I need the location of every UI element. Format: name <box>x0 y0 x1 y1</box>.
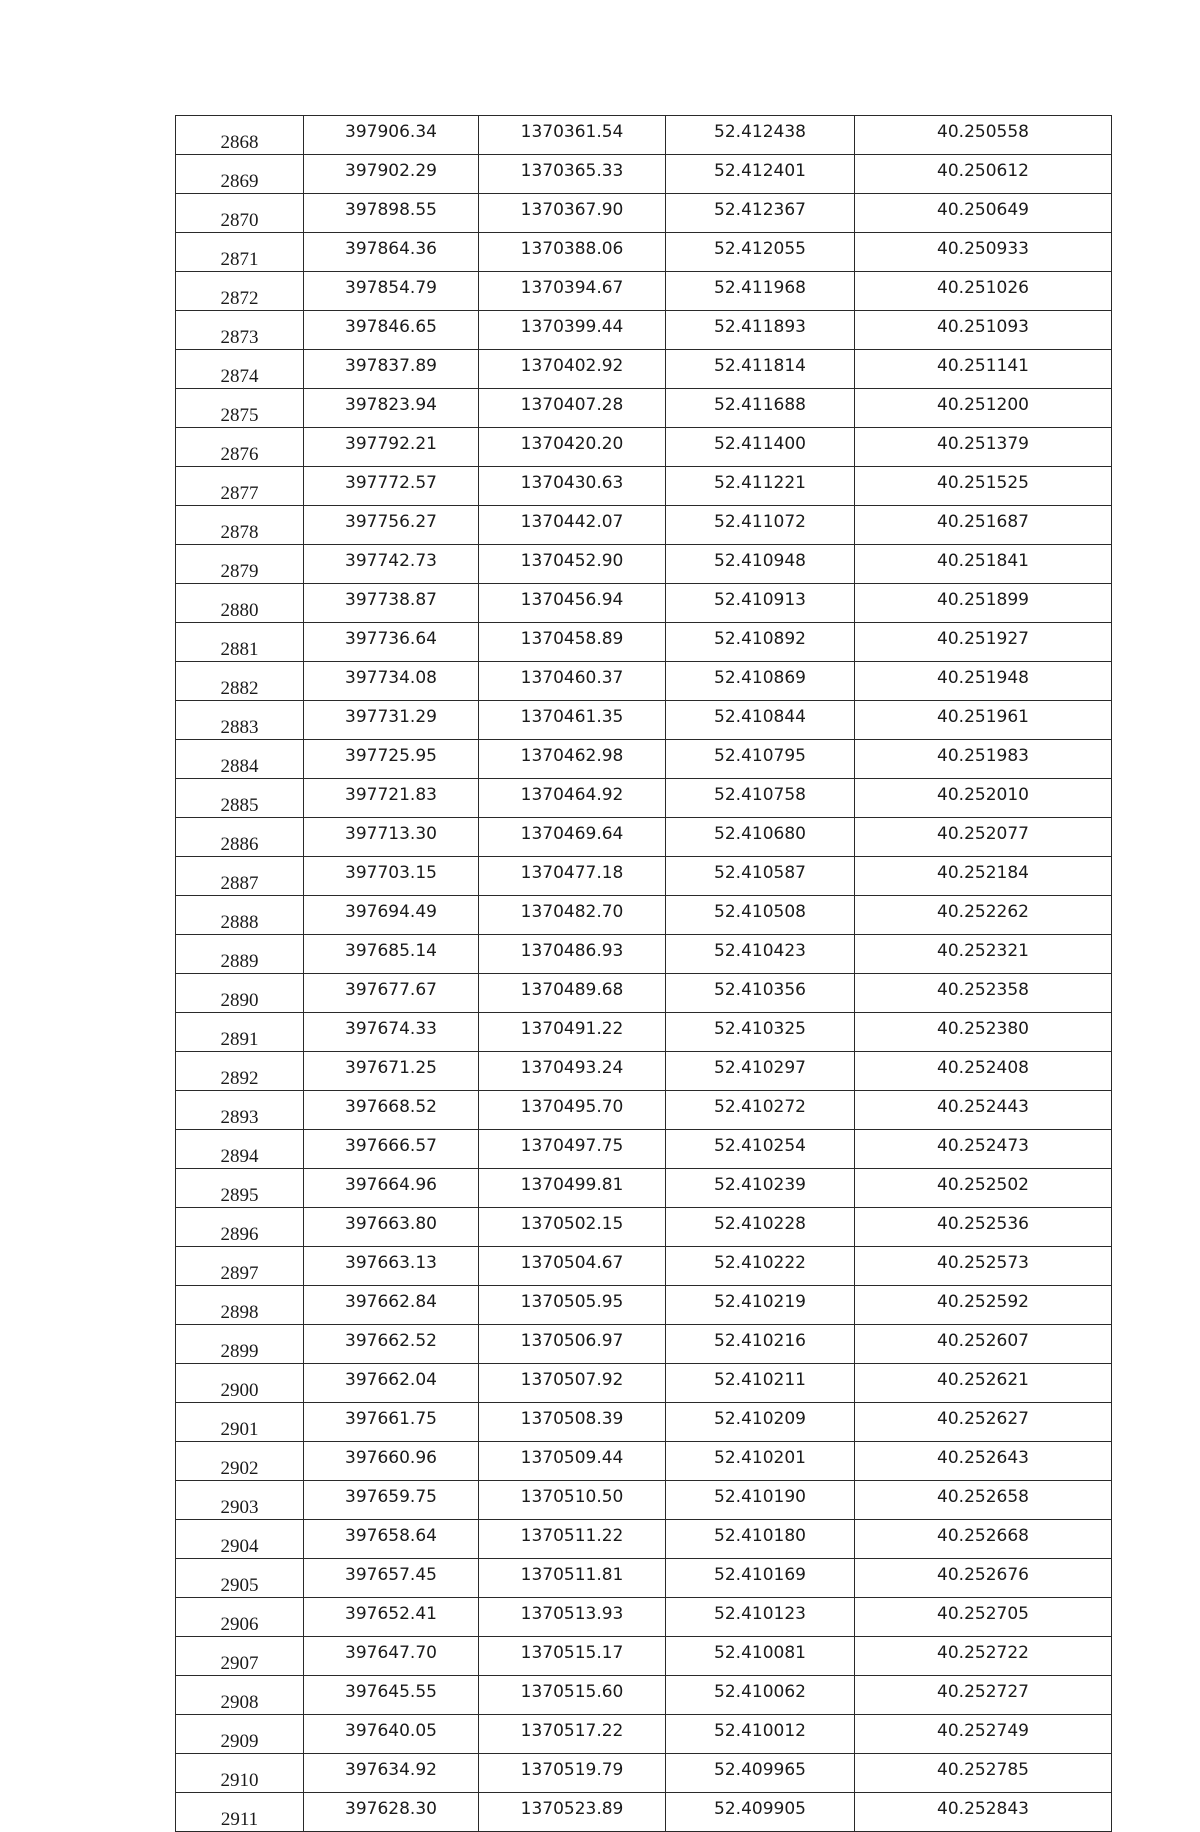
latitude-cell: 52.410201 <box>666 1442 855 1481</box>
latitude-cell: 52.412438 <box>666 116 855 155</box>
point-number-cell: 2884 <box>176 740 304 779</box>
longitude-cell: 40.251899 <box>855 584 1112 623</box>
y-coordinate-cell: 1370493.24 <box>479 1052 666 1091</box>
y-coordinate-cell: 1370491.22 <box>479 1013 666 1052</box>
x-coordinate-cell: 397734.08 <box>304 662 479 701</box>
y-coordinate-cell: 1370464.92 <box>479 779 666 818</box>
latitude-cell: 52.410680 <box>666 818 855 857</box>
x-coordinate-cell: 397738.87 <box>304 584 479 623</box>
point-number-cell: 2905 <box>176 1559 304 1598</box>
point-number-cell: 2869 <box>176 155 304 194</box>
y-coordinate-cell: 1370462.98 <box>479 740 666 779</box>
latitude-cell: 52.410508 <box>666 896 855 935</box>
point-number-cell: 2871 <box>176 233 304 272</box>
y-coordinate-cell: 1370430.63 <box>479 467 666 506</box>
longitude-cell: 40.252321 <box>855 935 1112 974</box>
x-coordinate-cell: 397658.64 <box>304 1520 479 1559</box>
coordinate-table-body <box>176 116 1112 1832</box>
latitude-cell: 52.410844 <box>666 701 855 740</box>
longitude-cell: 40.252184 <box>855 857 1112 896</box>
table-row <box>176 1520 1112 1559</box>
point-number-cell: 2883 <box>176 701 304 740</box>
point-number-cell: 2885 <box>176 779 304 818</box>
y-coordinate-cell: 1370402.92 <box>479 350 666 389</box>
latitude-cell: 52.410423 <box>666 935 855 974</box>
x-coordinate-cell: 397666.57 <box>304 1130 479 1169</box>
point-number-cell: 2887 <box>176 857 304 896</box>
x-coordinate-cell: 397663.80 <box>304 1208 479 1247</box>
y-coordinate-cell: 1370505.95 <box>479 1286 666 1325</box>
longitude-cell: 40.252473 <box>855 1130 1112 1169</box>
latitude-cell: 52.411814 <box>666 350 855 389</box>
point-number-cell: 2879 <box>176 545 304 584</box>
point-number-cell: 2875 <box>176 389 304 428</box>
longitude-cell: 40.252643 <box>855 1442 1112 1481</box>
point-number-cell: 2880 <box>176 584 304 623</box>
point-number-cell: 2902 <box>176 1442 304 1481</box>
table-row <box>176 623 1112 662</box>
table-row <box>176 1013 1112 1052</box>
y-coordinate-cell: 1370508.39 <box>479 1403 666 1442</box>
point-number-cell: 2900 <box>176 1364 304 1403</box>
x-coordinate-cell: 397898.55 <box>304 194 479 233</box>
x-coordinate-cell: 397742.73 <box>304 545 479 584</box>
y-coordinate-cell: 1370506.97 <box>479 1325 666 1364</box>
y-coordinate-cell: 1370499.81 <box>479 1169 666 1208</box>
x-coordinate-cell: 397647.70 <box>304 1637 479 1676</box>
y-coordinate-cell: 1370477.18 <box>479 857 666 896</box>
y-coordinate-cell: 1370452.90 <box>479 545 666 584</box>
longitude-cell: 40.252262 <box>855 896 1112 935</box>
table-row <box>176 701 1112 740</box>
point-number-cell: 2874 <box>176 350 304 389</box>
coordinate-table <box>175 115 1112 1832</box>
x-coordinate-cell: 397864.36 <box>304 233 479 272</box>
x-coordinate-cell: 397657.45 <box>304 1559 479 1598</box>
point-number-cell: 2868 <box>176 116 304 155</box>
table-row <box>176 1052 1112 1091</box>
latitude-cell: 52.410209 <box>666 1403 855 1442</box>
latitude-cell: 52.410228 <box>666 1208 855 1247</box>
latitude-cell: 52.410123 <box>666 1598 855 1637</box>
longitude-cell: 40.252536 <box>855 1208 1112 1247</box>
point-number-cell: 2892 <box>176 1052 304 1091</box>
table-row <box>176 350 1112 389</box>
point-number-cell: 2909 <box>176 1715 304 1754</box>
table-row <box>176 1754 1112 1793</box>
x-coordinate-cell: 397663.13 <box>304 1247 479 1286</box>
y-coordinate-cell: 1370461.35 <box>479 701 666 740</box>
latitude-cell: 52.411893 <box>666 311 855 350</box>
y-coordinate-cell: 1370456.94 <box>479 584 666 623</box>
longitude-cell: 40.252010 <box>855 779 1112 818</box>
table-row <box>176 506 1112 545</box>
x-coordinate-cell: 397725.95 <box>304 740 479 779</box>
table-row <box>176 155 1112 194</box>
longitude-cell: 40.250558 <box>855 116 1112 155</box>
point-number-cell: 2890 <box>176 974 304 1013</box>
y-coordinate-cell: 1370365.33 <box>479 155 666 194</box>
longitude-cell: 40.250933 <box>855 233 1112 272</box>
latitude-cell: 52.412367 <box>666 194 855 233</box>
point-number-cell: 2906 <box>176 1598 304 1637</box>
x-coordinate-cell: 397837.89 <box>304 350 479 389</box>
table-row <box>176 1598 1112 1637</box>
table-row <box>176 1208 1112 1247</box>
y-coordinate-cell: 1370502.15 <box>479 1208 666 1247</box>
table-row <box>176 896 1112 935</box>
point-number-cell: 2901 <box>176 1403 304 1442</box>
x-coordinate-cell: 397792.21 <box>304 428 479 467</box>
x-coordinate-cell: 397854.79 <box>304 272 479 311</box>
point-number-cell: 2911 <box>176 1793 304 1832</box>
table-row <box>176 584 1112 623</box>
latitude-cell: 52.410222 <box>666 1247 855 1286</box>
y-coordinate-cell: 1370511.81 <box>479 1559 666 1598</box>
y-coordinate-cell: 1370460.37 <box>479 662 666 701</box>
latitude-cell: 52.410211 <box>666 1364 855 1403</box>
latitude-cell: 52.410272 <box>666 1091 855 1130</box>
x-coordinate-cell: 397628.30 <box>304 1793 479 1832</box>
point-number-cell: 2910 <box>176 1754 304 1793</box>
y-coordinate-cell: 1370482.70 <box>479 896 666 935</box>
latitude-cell: 52.410297 <box>666 1052 855 1091</box>
latitude-cell: 52.410948 <box>666 545 855 584</box>
table-row <box>176 857 1112 896</box>
x-coordinate-cell: 397640.05 <box>304 1715 479 1754</box>
latitude-cell: 52.411221 <box>666 467 855 506</box>
x-coordinate-cell: 397823.94 <box>304 389 479 428</box>
x-coordinate-cell: 397731.29 <box>304 701 479 740</box>
latitude-cell: 52.410913 <box>666 584 855 623</box>
y-coordinate-cell: 1370497.75 <box>479 1130 666 1169</box>
longitude-cell: 40.251093 <box>855 311 1112 350</box>
longitude-cell: 40.252443 <box>855 1091 1112 1130</box>
y-coordinate-cell: 1370515.60 <box>479 1676 666 1715</box>
latitude-cell: 52.409965 <box>666 1754 855 1793</box>
latitude-cell: 52.410892 <box>666 623 855 662</box>
table-row <box>176 1676 1112 1715</box>
point-number-cell: 2893 <box>176 1091 304 1130</box>
latitude-cell: 52.410795 <box>666 740 855 779</box>
table-row <box>176 1715 1112 1754</box>
y-coordinate-cell: 1370523.89 <box>479 1793 666 1832</box>
latitude-cell: 52.410758 <box>666 779 855 818</box>
point-number-cell: 2903 <box>176 1481 304 1520</box>
longitude-cell: 40.252573 <box>855 1247 1112 1286</box>
point-number-cell: 2908 <box>176 1676 304 1715</box>
table-row <box>176 1793 1112 1832</box>
point-number-cell: 2888 <box>176 896 304 935</box>
latitude-cell: 52.410081 <box>666 1637 855 1676</box>
latitude-cell: 52.411400 <box>666 428 855 467</box>
longitude-cell: 40.252358 <box>855 974 1112 1013</box>
point-number-cell: 2891 <box>176 1013 304 1052</box>
table-row <box>176 1286 1112 1325</box>
latitude-cell: 52.412055 <box>666 233 855 272</box>
point-number-cell: 2889 <box>176 935 304 974</box>
point-number-cell: 2897 <box>176 1247 304 1286</box>
x-coordinate-cell: 397685.14 <box>304 935 479 974</box>
longitude-cell: 40.251948 <box>855 662 1112 701</box>
latitude-cell: 52.409905 <box>666 1793 855 1832</box>
x-coordinate-cell: 397645.55 <box>304 1676 479 1715</box>
y-coordinate-cell: 1370507.92 <box>479 1364 666 1403</box>
longitude-cell: 40.251841 <box>855 545 1112 584</box>
longitude-cell: 40.252658 <box>855 1481 1112 1520</box>
longitude-cell: 40.251961 <box>855 701 1112 740</box>
point-number-cell: 2894 <box>176 1130 304 1169</box>
x-coordinate-cell: 397756.27 <box>304 506 479 545</box>
point-number-cell: 2882 <box>176 662 304 701</box>
longitude-cell: 40.251687 <box>855 506 1112 545</box>
table-row <box>176 662 1112 701</box>
x-coordinate-cell: 397662.52 <box>304 1325 479 1364</box>
longitude-cell: 40.251026 <box>855 272 1112 311</box>
point-number-cell: 2881 <box>176 623 304 662</box>
y-coordinate-cell: 1370442.07 <box>479 506 666 545</box>
table-row <box>176 779 1112 818</box>
x-coordinate-cell: 397634.92 <box>304 1754 479 1793</box>
latitude-cell: 52.410216 <box>666 1325 855 1364</box>
table-row <box>176 1325 1112 1364</box>
x-coordinate-cell: 397846.65 <box>304 311 479 350</box>
table-row <box>176 467 1112 506</box>
table-row <box>176 194 1112 233</box>
table-row <box>176 818 1112 857</box>
x-coordinate-cell: 397662.04 <box>304 1364 479 1403</box>
y-coordinate-cell: 1370407.28 <box>479 389 666 428</box>
y-coordinate-cell: 1370458.89 <box>479 623 666 662</box>
point-number-cell: 2896 <box>176 1208 304 1247</box>
longitude-cell: 40.252676 <box>855 1559 1112 1598</box>
table-row <box>176 1559 1112 1598</box>
x-coordinate-cell: 397660.96 <box>304 1442 479 1481</box>
point-number-cell: 2876 <box>176 428 304 467</box>
longitude-cell: 40.252668 <box>855 1520 1112 1559</box>
latitude-cell: 52.412401 <box>666 155 855 194</box>
latitude-cell: 52.410325 <box>666 1013 855 1052</box>
point-number-cell: 2878 <box>176 506 304 545</box>
table-row <box>176 1169 1112 1208</box>
table-row <box>176 1130 1112 1169</box>
longitude-cell: 40.252843 <box>855 1793 1112 1832</box>
longitude-cell: 40.252380 <box>855 1013 1112 1052</box>
point-number-cell: 2907 <box>176 1637 304 1676</box>
table-row <box>176 545 1112 584</box>
latitude-cell: 52.411688 <box>666 389 855 428</box>
latitude-cell: 52.410869 <box>666 662 855 701</box>
longitude-cell: 40.252607 <box>855 1325 1112 1364</box>
x-coordinate-cell: 397662.84 <box>304 1286 479 1325</box>
x-coordinate-cell: 397906.34 <box>304 116 479 155</box>
table-row <box>176 116 1112 155</box>
y-coordinate-cell: 1370515.17 <box>479 1637 666 1676</box>
y-coordinate-cell: 1370388.06 <box>479 233 666 272</box>
latitude-cell: 52.410219 <box>666 1286 855 1325</box>
table-row <box>176 1247 1112 1286</box>
longitude-cell: 40.250612 <box>855 155 1112 194</box>
x-coordinate-cell: 397772.57 <box>304 467 479 506</box>
latitude-cell: 52.410254 <box>666 1130 855 1169</box>
longitude-cell: 40.251141 <box>855 350 1112 389</box>
y-coordinate-cell: 1370517.22 <box>479 1715 666 1754</box>
x-coordinate-cell: 397713.30 <box>304 818 479 857</box>
x-coordinate-cell: 397668.52 <box>304 1091 479 1130</box>
x-coordinate-cell: 397721.83 <box>304 779 479 818</box>
longitude-cell: 40.252749 <box>855 1715 1112 1754</box>
latitude-cell: 52.410169 <box>666 1559 855 1598</box>
longitude-cell: 40.251379 <box>855 428 1112 467</box>
y-coordinate-cell: 1370394.67 <box>479 272 666 311</box>
longitude-cell: 40.250649 <box>855 194 1112 233</box>
y-coordinate-cell: 1370489.68 <box>479 974 666 1013</box>
longitude-cell: 40.251525 <box>855 467 1112 506</box>
point-number-cell: 2872 <box>176 272 304 311</box>
x-coordinate-cell: 397671.25 <box>304 1052 479 1091</box>
point-number-cell: 2898 <box>176 1286 304 1325</box>
point-number-cell: 2895 <box>176 1169 304 1208</box>
latitude-cell: 52.410062 <box>666 1676 855 1715</box>
x-coordinate-cell: 397661.75 <box>304 1403 479 1442</box>
y-coordinate-cell: 1370513.93 <box>479 1598 666 1637</box>
table-row <box>176 311 1112 350</box>
point-number-cell: 2870 <box>176 194 304 233</box>
y-coordinate-cell: 1370504.67 <box>479 1247 666 1286</box>
latitude-cell: 52.410180 <box>666 1520 855 1559</box>
point-number-cell: 2904 <box>176 1520 304 1559</box>
longitude-cell: 40.252502 <box>855 1169 1112 1208</box>
latitude-cell: 52.410012 <box>666 1715 855 1754</box>
table-row <box>176 233 1112 272</box>
y-coordinate-cell: 1370367.90 <box>479 194 666 233</box>
longitude-cell: 40.252785 <box>855 1754 1112 1793</box>
latitude-cell: 52.411072 <box>666 506 855 545</box>
table-row <box>176 740 1112 779</box>
table-row <box>176 1403 1112 1442</box>
x-coordinate-cell: 397677.67 <box>304 974 479 1013</box>
longitude-cell: 40.251200 <box>855 389 1112 428</box>
longitude-cell: 40.252705 <box>855 1598 1112 1637</box>
table-row <box>176 1481 1112 1520</box>
table-row <box>176 428 1112 467</box>
x-coordinate-cell: 397652.41 <box>304 1598 479 1637</box>
table-row <box>176 389 1112 428</box>
longitude-cell: 40.252627 <box>855 1403 1112 1442</box>
table-row <box>176 1637 1112 1676</box>
y-coordinate-cell: 1370486.93 <box>479 935 666 974</box>
y-coordinate-cell: 1370420.20 <box>479 428 666 467</box>
longitude-cell: 40.252408 <box>855 1052 1112 1091</box>
latitude-cell: 52.411968 <box>666 272 855 311</box>
latitude-cell: 52.410190 <box>666 1481 855 1520</box>
y-coordinate-cell: 1370361.54 <box>479 116 666 155</box>
table-row <box>176 1091 1112 1130</box>
y-coordinate-cell: 1370469.64 <box>479 818 666 857</box>
table-row <box>176 1442 1112 1481</box>
y-coordinate-cell: 1370399.44 <box>479 311 666 350</box>
point-number-cell: 2899 <box>176 1325 304 1364</box>
table-row <box>176 1364 1112 1403</box>
table-row <box>176 272 1112 311</box>
latitude-cell: 52.410239 <box>666 1169 855 1208</box>
point-number-cell: 2877 <box>176 467 304 506</box>
x-coordinate-cell: 397703.15 <box>304 857 479 896</box>
y-coordinate-cell: 1370519.79 <box>479 1754 666 1793</box>
longitude-cell: 40.252592 <box>855 1286 1112 1325</box>
longitude-cell: 40.252077 <box>855 818 1112 857</box>
y-coordinate-cell: 1370510.50 <box>479 1481 666 1520</box>
point-number-cell: 2886 <box>176 818 304 857</box>
latitude-cell: 52.410356 <box>666 974 855 1013</box>
x-coordinate-cell: 397674.33 <box>304 1013 479 1052</box>
longitude-cell: 40.251983 <box>855 740 1112 779</box>
longitude-cell: 40.252727 <box>855 1676 1112 1715</box>
x-coordinate-cell: 397659.75 <box>304 1481 479 1520</box>
y-coordinate-cell: 1370509.44 <box>479 1442 666 1481</box>
x-coordinate-cell: 397736.64 <box>304 623 479 662</box>
y-coordinate-cell: 1370495.70 <box>479 1091 666 1130</box>
y-coordinate-cell: 1370511.22 <box>479 1520 666 1559</box>
longitude-cell: 40.252722 <box>855 1637 1112 1676</box>
x-coordinate-cell: 397664.96 <box>304 1169 479 1208</box>
x-coordinate-cell: 397902.29 <box>304 155 479 194</box>
longitude-cell: 40.252621 <box>855 1364 1112 1403</box>
latitude-cell: 52.410587 <box>666 857 855 896</box>
longitude-cell: 40.251927 <box>855 623 1112 662</box>
x-coordinate-cell: 397694.49 <box>304 896 479 935</box>
table-row <box>176 974 1112 1013</box>
point-number-cell: 2873 <box>176 311 304 350</box>
table-row <box>176 935 1112 974</box>
